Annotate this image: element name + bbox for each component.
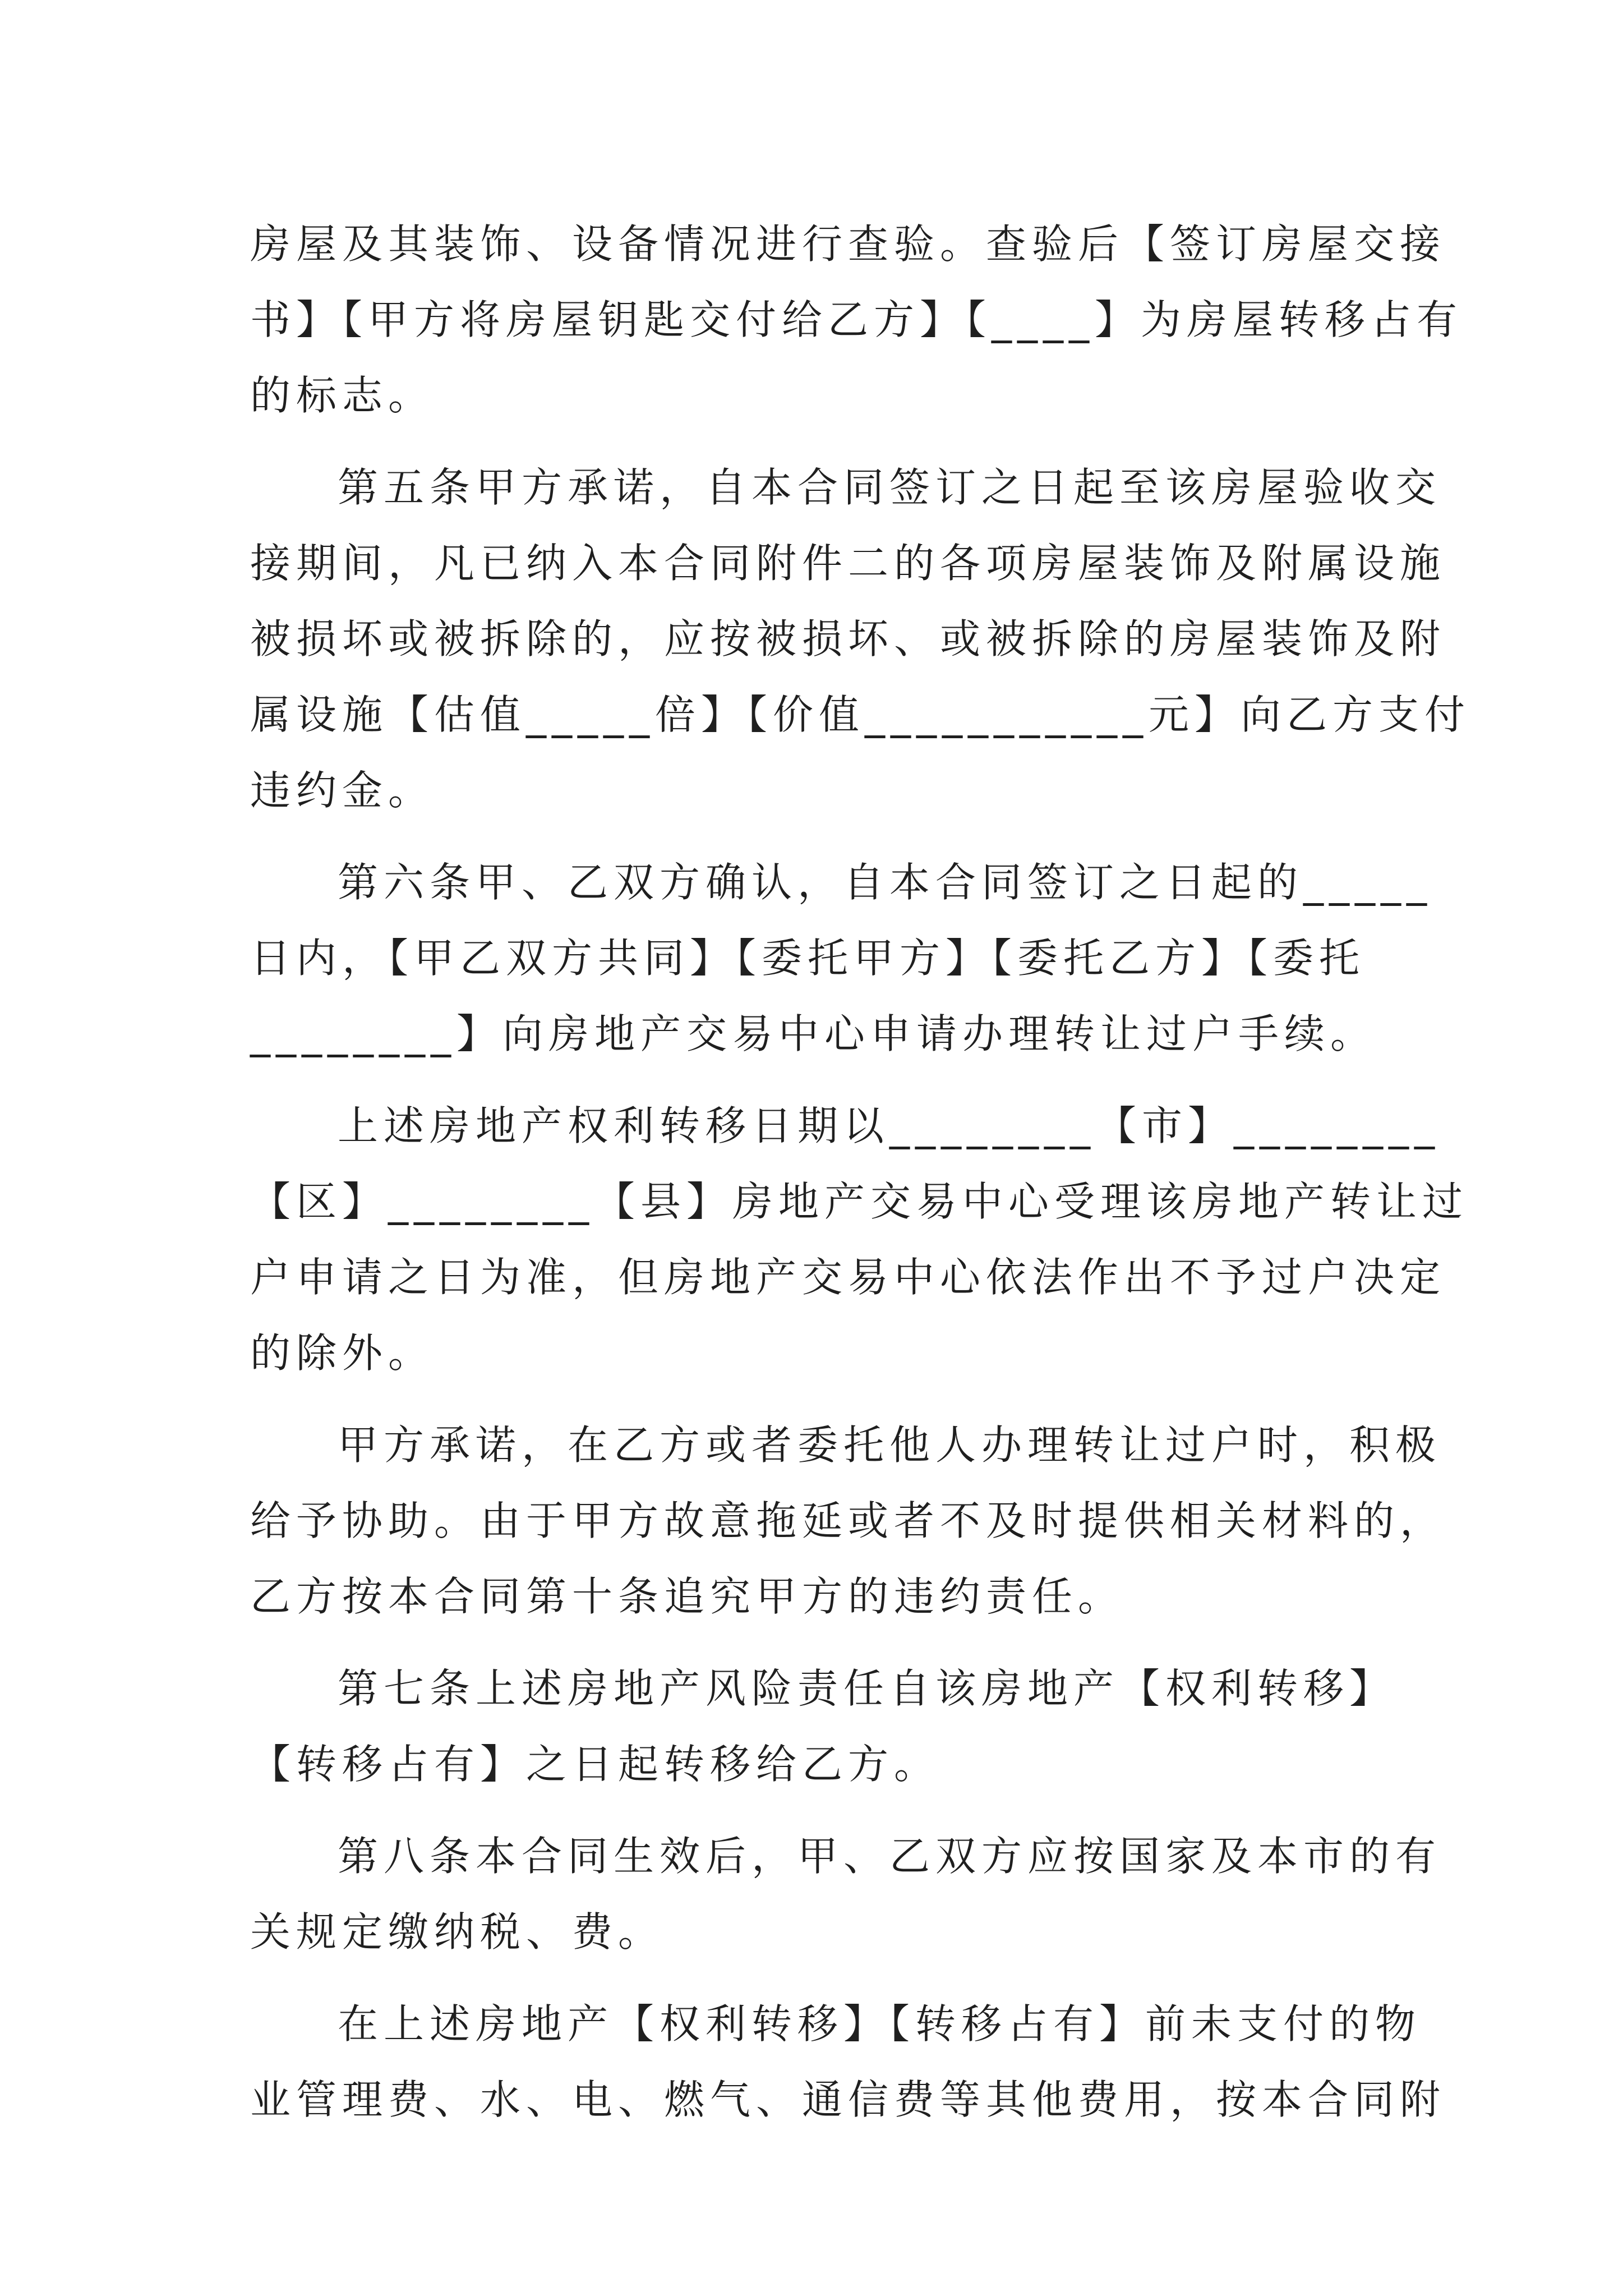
text-line: 接期间，凡已纳入本合同附件二的各项房屋装饰及附属设施 <box>250 540 1446 587</box>
text-line: 违约金。 <box>250 767 435 814</box>
text-line: 上述房地产权利转移日期以________【市】________ <box>338 1102 1441 1149</box>
text-line: 甲方承诺，在乙方或者委托他人办理转让过户时，积极 <box>338 1421 1442 1469</box>
text-line: 给予协助。由于甲方故意拖延或者不及时提供相关材料的， <box>250 1497 1446 1544</box>
text-line: 第五条甲方承诺，自本合同签订之日起至该房屋验收交 <box>338 464 1442 511</box>
text-line: 日内，【甲乙双方共同】【委托甲方】【委托乙方】【委托 <box>250 935 1366 982</box>
text-line: 第七条上述房地产风险责任自该房地产【权利转移】 <box>338 1665 1396 1712</box>
text-line: 乙方按本合同第十条追究甲方的违约责任。 <box>250 1573 1124 1620</box>
text-line: 的除外。 <box>250 1329 435 1377</box>
text-line: 【区】________【县】房地产交易中心受理该房地产转让过 <box>250 1178 1469 1225</box>
text-line: 在上述房地产【权利转移】【转移占有】前未支付的物 <box>338 2000 1422 2047</box>
text-line: 属设施【估值_____倍】【价值___________元】向乙方支付 <box>250 691 1471 738</box>
text-line: 房屋及其装饰、设备情况进行查验。查验后【签订房屋交接 <box>250 220 1446 268</box>
text-line: 的标志。 <box>250 372 435 419</box>
text-line: 业管理费、水、电、燃气、通信费等其他费用，按本合同附 <box>250 2076 1446 2123</box>
contract-text <box>250 206 1471 2138</box>
text-line: 户申请之日为准，但房地产交易中心依法作出不予过户决定 <box>250 1254 1446 1301</box>
text-line: 第八条本合同生效后，甲、乙双方应按国家及本市的有 <box>338 1833 1442 1880</box>
text-line: 书】【甲方将房屋钥匙交付给乙方】【____】为房屋转移占有 <box>250 296 1463 343</box>
text-line: 被损坏或被拆除的，应按被损坏、或被拆除的房屋装饰及附 <box>250 615 1446 662</box>
text-line: ________】向房地产交易中心申请办理转让过户手续。 <box>250 1010 1377 1057</box>
text-line: 第六条甲、乙双方确认，自本合同签订之日起的_____ <box>338 859 1433 906</box>
text-line: 关规定缴纳税、费。 <box>250 1908 665 1955</box>
text-line: 【转移占有】之日起转移给乙方。 <box>250 1741 940 1788</box>
